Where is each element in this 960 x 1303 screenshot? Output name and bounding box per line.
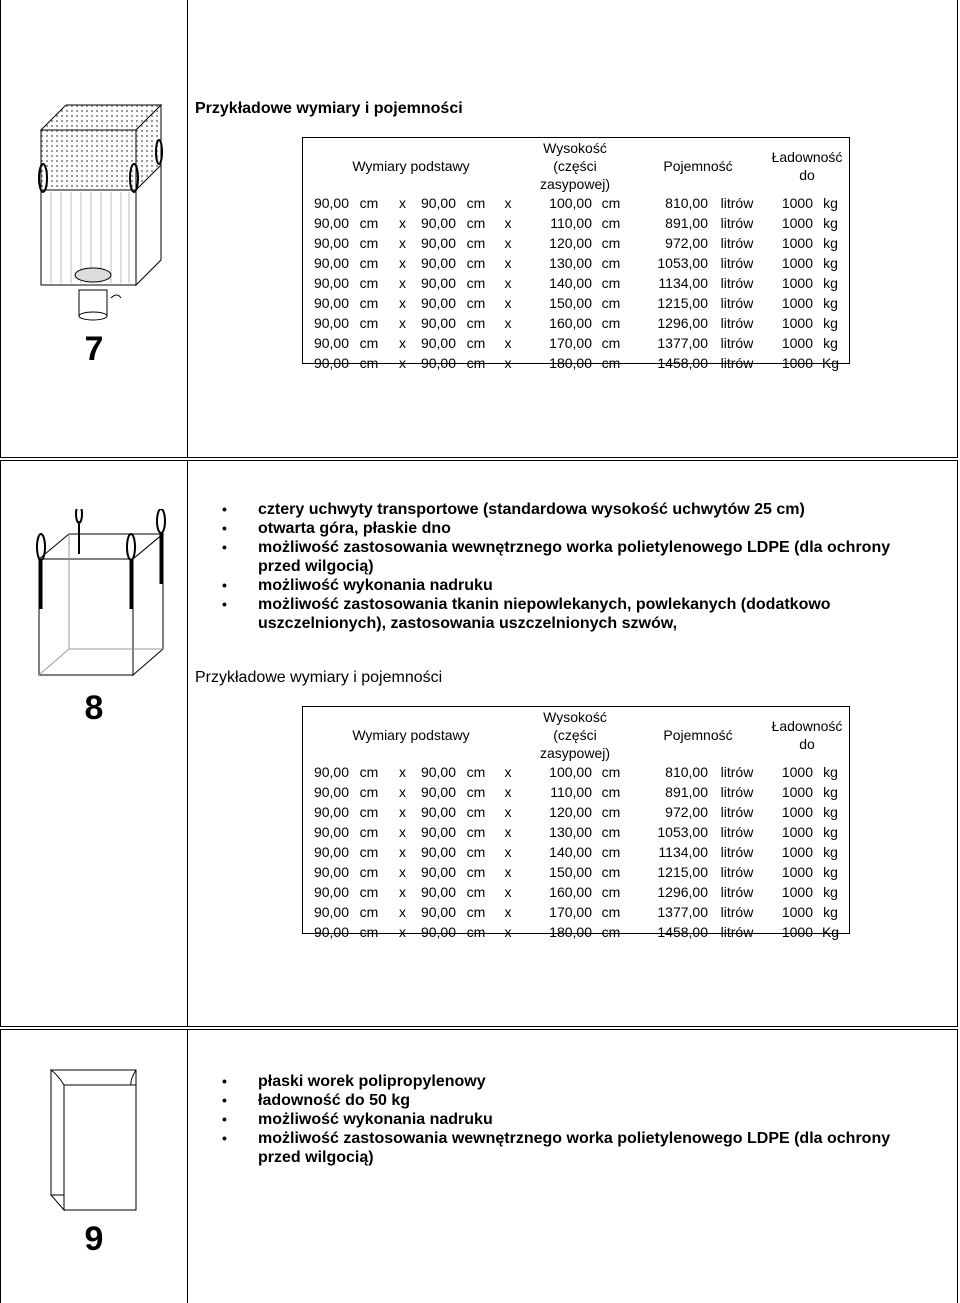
table-cell: 972,00 xyxy=(665,804,708,820)
table-cell: 1000 xyxy=(781,235,813,251)
spec-table xyxy=(302,139,848,373)
table-cell: 1377,00 xyxy=(657,335,708,351)
list-item: • możliwość zastosowania wewnętrznego worka polietylenowego LDPE (dla ochrony przed wilgocią) xyxy=(206,538,926,576)
list-item: • cztery uchwyty transportowe (standardowa wysokość uchwytów 25 cm) xyxy=(206,500,926,519)
table-cell: kg xyxy=(823,844,838,860)
section-number: 8 xyxy=(84,689,104,727)
table-cell: 100,00 xyxy=(549,195,592,211)
bag-8-illustration xyxy=(31,509,171,681)
table-cell: kg xyxy=(823,904,838,920)
table-cell: cm xyxy=(601,844,621,860)
table-cell: cm xyxy=(466,195,486,211)
table-cell: x xyxy=(399,275,406,291)
table-cell: cm xyxy=(466,235,486,251)
table-cell: 90,00 xyxy=(313,824,349,840)
table-cell: 130,00 xyxy=(549,255,592,271)
table-cell: 140,00 xyxy=(549,844,592,860)
table-cell: x xyxy=(504,824,512,840)
table-cell: x xyxy=(399,904,406,920)
table-cell: 90,00 xyxy=(420,295,456,311)
column-header: Wymiary podstawy xyxy=(352,727,470,743)
table-cell: 90,00 xyxy=(313,864,349,880)
table-cell: 90,00 xyxy=(313,884,349,900)
table-cell: 1215,00 xyxy=(657,295,708,311)
table-cell: cm xyxy=(466,904,486,920)
table-cell: x xyxy=(399,355,406,371)
table-cell: cm xyxy=(466,924,486,940)
table-cell: x xyxy=(504,235,512,251)
table-cell: x xyxy=(504,295,512,311)
table-cell: 90,00 xyxy=(313,195,349,211)
table-cell: litrów xyxy=(720,195,754,211)
table-cell: cm xyxy=(359,884,379,900)
table-cell: 180,00 xyxy=(549,924,592,940)
table-cell: 90,00 xyxy=(313,215,349,231)
table-cell: 90,00 xyxy=(420,335,456,351)
list-item: • płaski worek polipropylenowy xyxy=(206,1072,926,1091)
table-cell: x xyxy=(504,275,512,291)
table-cell: 1000 xyxy=(781,824,813,840)
table-cell: cm xyxy=(601,784,621,800)
table-cell: cm xyxy=(466,255,486,271)
table-cell: Kg xyxy=(821,355,840,371)
table-cell: cm xyxy=(359,335,379,351)
section-7 xyxy=(0,2,958,458)
table-row xyxy=(302,273,848,293)
table-cell: x xyxy=(504,864,512,880)
table-cell: cm xyxy=(466,335,486,351)
table-cell: 1458,00 xyxy=(657,355,708,371)
table-row xyxy=(302,253,848,273)
table-cell: 1458,00 xyxy=(657,924,708,940)
table-cell: x xyxy=(399,195,406,211)
table-cell: 90,00 xyxy=(420,255,456,271)
table-cell: cm xyxy=(601,275,621,291)
table-cell: 1000 xyxy=(781,924,813,940)
table-cell: 90,00 xyxy=(420,235,456,251)
table-cell: kg xyxy=(823,235,838,251)
table-cell: cm xyxy=(359,275,379,291)
table-row xyxy=(302,822,848,842)
table-cell: 90,00 xyxy=(313,355,349,371)
table-cell: 90,00 xyxy=(420,804,456,820)
table-cell: litrów xyxy=(720,255,754,271)
column-header: Pojemność xyxy=(663,158,733,174)
table-cell: cm xyxy=(359,924,379,940)
table-cell: 1215,00 xyxy=(657,864,708,880)
table-cell: x xyxy=(399,235,406,251)
table-cell: 90,00 xyxy=(313,904,349,920)
table-cell: 160,00 xyxy=(549,884,592,900)
table-cell: x xyxy=(399,295,406,311)
table-cell: 1000 xyxy=(781,315,813,331)
table-cell: cm xyxy=(601,195,621,211)
feature-list xyxy=(206,500,926,633)
table-cell: 1000 xyxy=(781,804,813,820)
table-cell: cm xyxy=(466,784,486,800)
table-cell: cm xyxy=(601,215,621,231)
table-cell: 90,00 xyxy=(313,275,349,291)
table-cell: Kg xyxy=(821,924,840,940)
table-cell: litrów xyxy=(720,295,754,311)
table-cell: litrów xyxy=(720,864,754,880)
column-header: Wysokość (części zasypowej) xyxy=(539,709,611,761)
table-cell: litrów xyxy=(720,784,754,800)
table-cell: x xyxy=(504,904,512,920)
table-cell: 90,00 xyxy=(420,924,456,940)
table-cell: 90,00 xyxy=(313,255,349,271)
table-cell: 90,00 xyxy=(313,764,349,780)
table-cell: x xyxy=(399,924,406,940)
table-cell: 180,00 xyxy=(549,355,592,371)
table-cell: 90,00 xyxy=(313,844,349,860)
table-cell: cm xyxy=(359,764,379,780)
table-cell: 90,00 xyxy=(420,884,456,900)
table-cell: 90,00 xyxy=(420,844,456,860)
table-cell: cm xyxy=(466,295,486,311)
table-cell: 150,00 xyxy=(549,864,592,880)
table-cell: cm xyxy=(466,275,486,291)
table-cell: 891,00 xyxy=(665,215,708,231)
table-row xyxy=(302,782,848,802)
list-item: • możliwość zastosowania tkanin niepowlekanych, powlekanych (dodatkowo uszczelnionych), zastosowania uszczelnionych szwów, xyxy=(206,595,926,633)
column-header: Ładowność do xyxy=(771,718,843,752)
table-cell: cm xyxy=(359,904,379,920)
table-cell: 90,00 xyxy=(313,315,349,331)
table-cell: 170,00 xyxy=(549,904,592,920)
table-cell: cm xyxy=(601,904,621,920)
table-cell: cm xyxy=(466,884,486,900)
table-cell: litrów xyxy=(720,355,754,371)
table-cell: cm xyxy=(601,884,621,900)
table-cell: 1377,00 xyxy=(657,904,708,920)
table-cell: kg xyxy=(823,195,838,211)
bag-7-illustration xyxy=(31,100,166,322)
table-row xyxy=(302,882,848,902)
table-cell: 810,00 xyxy=(665,195,708,211)
table-row xyxy=(302,922,848,942)
table-cell: kg xyxy=(823,804,838,820)
feature-list xyxy=(206,1072,926,1167)
table-cell: kg xyxy=(823,884,838,900)
table-cell: x xyxy=(504,784,512,800)
table-cell: 150,00 xyxy=(549,295,592,311)
table-cell: 90,00 xyxy=(420,355,456,371)
table-cell: x xyxy=(504,804,512,820)
table-cell: 90,00 xyxy=(420,195,456,211)
table-cell: 90,00 xyxy=(420,904,456,920)
table-cell: 90,00 xyxy=(313,924,349,940)
table-cell: cm xyxy=(359,235,379,251)
table-cell: 100,00 xyxy=(549,764,592,780)
table-cell: 120,00 xyxy=(549,804,592,820)
table-cell: 1053,00 xyxy=(657,255,708,271)
section-heading: Przykładowe wymiary i pojemności xyxy=(195,669,443,686)
table-row xyxy=(302,762,848,782)
table-row xyxy=(302,213,848,233)
table-cell: x xyxy=(504,195,512,211)
section-8 xyxy=(0,460,958,1027)
table-cell: x xyxy=(504,335,512,351)
table-cell: cm xyxy=(359,355,379,371)
table-row xyxy=(302,862,848,882)
table-cell: 90,00 xyxy=(313,295,349,311)
section-number: 9 xyxy=(84,1220,104,1258)
table-cell: cm xyxy=(359,195,379,211)
table-cell: 1000 xyxy=(781,844,813,860)
table-cell: kg xyxy=(823,315,838,331)
table-row xyxy=(302,333,848,353)
table-cell: cm xyxy=(359,864,379,880)
table-cell: x xyxy=(399,764,406,780)
table-cell: x xyxy=(399,864,406,880)
table-cell: cm xyxy=(359,844,379,860)
spec-table xyxy=(302,708,848,942)
table-cell: kg xyxy=(823,275,838,291)
table-cell: 90,00 xyxy=(313,804,349,820)
table-cell: cm xyxy=(359,804,379,820)
table-cell: 972,00 xyxy=(665,235,708,251)
table-cell: cm xyxy=(601,315,621,331)
table-cell: cm xyxy=(601,355,621,371)
table-cell: 90,00 xyxy=(420,824,456,840)
table-cell: 1134,00 xyxy=(658,275,708,291)
table-cell: 1000 xyxy=(781,784,813,800)
table-cell: cm xyxy=(601,764,621,780)
table-cell: kg xyxy=(823,215,838,231)
column-header: Ładowność do xyxy=(771,149,843,183)
table-row xyxy=(302,802,848,822)
table-cell: kg xyxy=(823,764,838,780)
table-cell: cm xyxy=(601,924,621,940)
table-cell: cm xyxy=(601,824,621,840)
table-cell: cm xyxy=(601,864,621,880)
table-cell: cm xyxy=(601,335,621,351)
table-cell: cm xyxy=(466,215,486,231)
table-cell: 1000 xyxy=(781,864,813,880)
section-heading: Przykładowe wymiary i pojemności xyxy=(195,100,463,117)
table-cell: cm xyxy=(359,215,379,231)
table-cell: x xyxy=(399,315,406,331)
table-cell: 1000 xyxy=(781,904,813,920)
table-cell: 1000 xyxy=(781,335,813,351)
table-cell: 1296,00 xyxy=(657,884,708,900)
table-cell: litrów xyxy=(720,275,754,291)
table-cell: 90,00 xyxy=(420,275,456,291)
table-cell: x xyxy=(504,215,512,231)
table-cell: x xyxy=(504,315,512,331)
table-cell: 170,00 xyxy=(549,335,592,351)
table-cell: kg xyxy=(823,784,838,800)
table-cell: 810,00 xyxy=(665,764,708,780)
table-cell: x xyxy=(399,784,406,800)
table-cell: cm xyxy=(601,235,621,251)
table-cell: x xyxy=(399,824,406,840)
table-cell: x xyxy=(504,924,512,940)
table-cell: kg xyxy=(823,295,838,311)
table-cell: cm xyxy=(466,764,486,780)
table-cell: cm xyxy=(359,315,379,331)
table-cell: litrów xyxy=(720,884,754,900)
table-cell: 160,00 xyxy=(549,315,592,331)
table-row xyxy=(302,902,848,922)
table-cell: cm xyxy=(466,804,486,820)
table-cell: litrów xyxy=(720,804,754,820)
table-row xyxy=(302,293,848,313)
table-cell: x xyxy=(399,804,406,820)
table-row xyxy=(302,842,848,862)
table-cell: 90,00 xyxy=(313,784,349,800)
table-cell: 1296,00 xyxy=(657,315,708,331)
column-header: Wymiary podstawy xyxy=(352,158,470,174)
list-item: • ładowność do 50 kg xyxy=(206,1091,926,1110)
table-cell: x xyxy=(399,335,406,351)
table-cell: x xyxy=(504,884,512,900)
table-cell: litrów xyxy=(720,235,754,251)
table-cell: 90,00 xyxy=(420,784,456,800)
table-cell: cm xyxy=(466,844,486,860)
section-9 xyxy=(0,1029,958,1303)
bag-9-illustration xyxy=(46,1060,146,1216)
table-cell: cm xyxy=(466,824,486,840)
table-row xyxy=(302,193,848,213)
table-cell: cm xyxy=(601,255,621,271)
table-cell: litrów xyxy=(720,764,754,780)
section-number: 7 xyxy=(84,330,104,368)
table-cell: x xyxy=(399,215,406,231)
list-item: • możliwość wykonania nadruku xyxy=(206,1110,926,1129)
table-cell: 1000 xyxy=(781,884,813,900)
table-cell: 1134,00 xyxy=(658,844,708,860)
table-cell: 1000 xyxy=(781,255,813,271)
table-cell: kg xyxy=(823,864,838,880)
table-cell: litrów xyxy=(720,824,754,840)
table-cell: 1000 xyxy=(781,275,813,291)
table-cell: cm xyxy=(466,355,486,371)
table-cell: cm xyxy=(466,864,486,880)
table-cell: litrów xyxy=(720,335,754,351)
table-row xyxy=(302,313,848,333)
table-row xyxy=(302,353,848,373)
table-cell: cm xyxy=(359,784,379,800)
table-cell: x xyxy=(399,884,406,900)
table-cell: cm xyxy=(601,295,621,311)
list-item: • możliwość zastosowania wewnętrznego worka polietylenowego LDPE (dla ochrony przed wilgocią) xyxy=(206,1129,926,1167)
table-cell: cm xyxy=(359,255,379,271)
table-cell: litrów xyxy=(720,904,754,920)
table-cell: litrów xyxy=(720,844,754,860)
table-cell: 891,00 xyxy=(665,784,708,800)
table-cell: 90,00 xyxy=(313,335,349,351)
table-cell: 120,00 xyxy=(549,235,592,251)
table-cell: x xyxy=(399,844,406,860)
table-cell: 110,00 xyxy=(550,215,592,231)
table-cell: 140,00 xyxy=(549,275,592,291)
column-header: Pojemność xyxy=(663,727,733,743)
list-item: • otwarta góra, płaskie dno xyxy=(206,519,926,538)
table-cell: x xyxy=(399,255,406,271)
table-cell: x xyxy=(504,255,512,271)
table-cell: 1000 xyxy=(781,355,813,371)
table-cell: kg xyxy=(823,255,838,271)
table-cell: litrów xyxy=(720,215,754,231)
table-cell: 130,00 xyxy=(549,824,592,840)
table-cell: 1000 xyxy=(781,764,813,780)
table-cell: 1000 xyxy=(781,195,813,211)
table-cell: 90,00 xyxy=(420,864,456,880)
table-cell: x xyxy=(504,844,512,860)
table-cell: x xyxy=(504,355,512,371)
table-cell: 90,00 xyxy=(420,315,456,331)
table-cell: litrów xyxy=(720,315,754,331)
table-cell: litrów xyxy=(720,924,754,940)
table-cell: 90,00 xyxy=(420,215,456,231)
table-cell: cm xyxy=(601,804,621,820)
table-row xyxy=(302,233,848,253)
table-cell: 90,00 xyxy=(420,764,456,780)
table-cell: cm xyxy=(359,295,379,311)
table-cell: cm xyxy=(466,315,486,331)
table-cell: cm xyxy=(359,824,379,840)
table-cell: 110,00 xyxy=(550,784,592,800)
table-cell: x xyxy=(504,764,512,780)
table-cell: kg xyxy=(823,335,838,351)
table-cell: 1053,00 xyxy=(657,824,708,840)
table-cell: 1000 xyxy=(781,295,813,311)
list-item: • możliwość wykonania nadruku xyxy=(206,576,926,595)
column-header: Wysokość (części zasypowej) xyxy=(539,140,611,192)
table-cell: 90,00 xyxy=(313,235,349,251)
table-cell: 1000 xyxy=(781,215,813,231)
table-cell: kg xyxy=(823,824,838,840)
